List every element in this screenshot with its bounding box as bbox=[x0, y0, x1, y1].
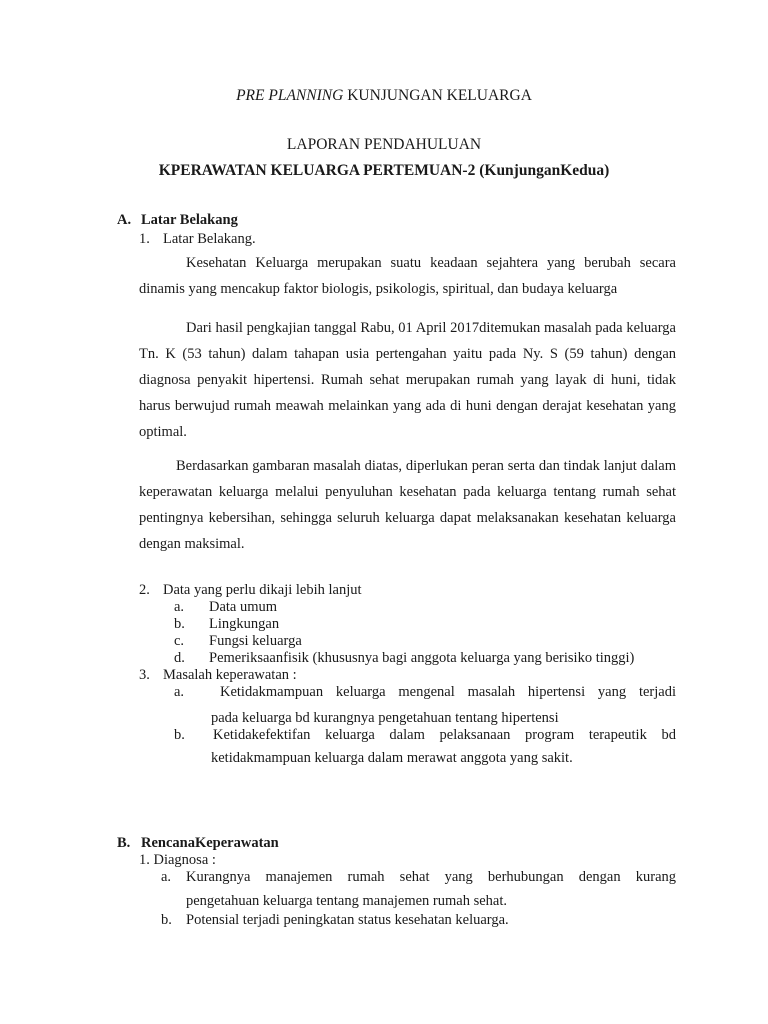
title-rest: KUNJUNGAN KELUARGA bbox=[343, 87, 532, 104]
item-a3-sub-line2: ketidakmampuan keluarga dalam merawat anggota yang sakit. bbox=[211, 750, 573, 766]
item-a2-number: 2. bbox=[139, 582, 150, 598]
item-a2-sub-letter: d. bbox=[174, 650, 185, 666]
meeting-subtitle: KPERAWATAN KELUARGA PERTEMUAN-2 (KunjunganKedua) bbox=[158, 162, 610, 179]
item-b1-sub-line1: Kurangnya manajemen rumah sehat yang berhubungan dengan kurang bbox=[186, 869, 676, 885]
section-a-marker: A. bbox=[117, 212, 132, 228]
item-a2-sub-text: Fungsi keluarga bbox=[209, 633, 302, 649]
item-b1-sub-letter: a. bbox=[161, 869, 172, 885]
item-a3-sub-line2: pada keluarga bd kurangnya pengetahuan tentang hipertensi bbox=[211, 710, 559, 726]
item-a3-sub-line1: Ketidakefektifan keluarga dalam pelaksanaan program terapeutik bd bbox=[213, 727, 676, 743]
item-a1-number: 1. bbox=[139, 231, 150, 247]
item-b1-label: 1. Diagnosa : bbox=[139, 852, 216, 868]
item-a3-sub-line1: Ketidakmampuan keluarga mengenal masalah hipertensi yang terjadi bbox=[220, 684, 676, 700]
para2: Dari hasil pengkajian tanggal Rabu, 01 April 2017ditemukan masalah pada keluarga Tn. K (53 tahun) dalam tahapan usia pertengahan yaitu pada Ny. S (59 tahun) dengan diagnosa penyakit hipertensi. Rumah sehat merupakan rumah yang layak di huni, tidak harus berwujud rumah meawah melainkan yang ada di huni dengan derajat kesehatan yang optimal. bbox=[139, 320, 676, 440]
item-a2-sub-letter: b. bbox=[174, 616, 185, 632]
report-subtitle: LAPORAN PENDAHULUAN bbox=[286, 136, 482, 153]
item-a2-sub-text: Lingkungan bbox=[209, 616, 280, 632]
section-b-marker: B. bbox=[117, 835, 131, 851]
item-a3-label: Masalah keperawatan : bbox=[163, 667, 297, 683]
section-a-heading: Latar Belakang bbox=[141, 212, 238, 228]
item-a2-sub-text: Pemeriksaanfisik (khususnya bagi anggota keluarga yang berisiko tinggi) bbox=[209, 650, 635, 666]
item-a2-label: Data yang perlu dikaji lebih lanjut bbox=[163, 582, 362, 598]
para1-line2: dinamis yang mencakup faktor biologis, psikologis, spiritual, dan budaya keluarga bbox=[139, 281, 618, 297]
section-b-heading: RencanaKeperawatan bbox=[141, 835, 279, 851]
item-a2-sub-letter: c. bbox=[174, 633, 185, 649]
item-a3-number: 3. bbox=[139, 667, 150, 683]
document-title bbox=[0, 87, 768, 105]
para3: Berdasarkan gambaran masalah diatas, diperlukan peran serta dan tindak lanjut dalam keperawatan keluarga melalui penyuluhan kesehatan pada keluarga tentang rumah sehat pentingnya kebersihan, sehingga seluruh keluarga dapat melaksanakan kesehatan keluarga dengan maksimal. bbox=[139, 458, 676, 552]
para1-line1: Kesehatan Keluarga merupakan suatu keadaan sejahtera yang berubah secara bbox=[186, 255, 676, 271]
item-a1-label: Latar Belakang. bbox=[163, 231, 256, 247]
item-b1-sub-line2: pengetahuan keluarga tentang manajemen rumah sehat. bbox=[186, 893, 508, 909]
item-a3-sub-letter: b. bbox=[174, 727, 185, 743]
item-b1-sub-letter: b. bbox=[161, 912, 172, 928]
item-b1-sub-line1: Potensial terjadi peningkatan status kesehatan keluarga. bbox=[186, 912, 509, 928]
title-italic: PRE PLANNING bbox=[236, 87, 344, 104]
item-a3-sub-letter: a. bbox=[174, 684, 185, 700]
item-a2-sub-letter: a. bbox=[174, 599, 185, 615]
item-a2-sub-text: Data umum bbox=[209, 599, 278, 615]
